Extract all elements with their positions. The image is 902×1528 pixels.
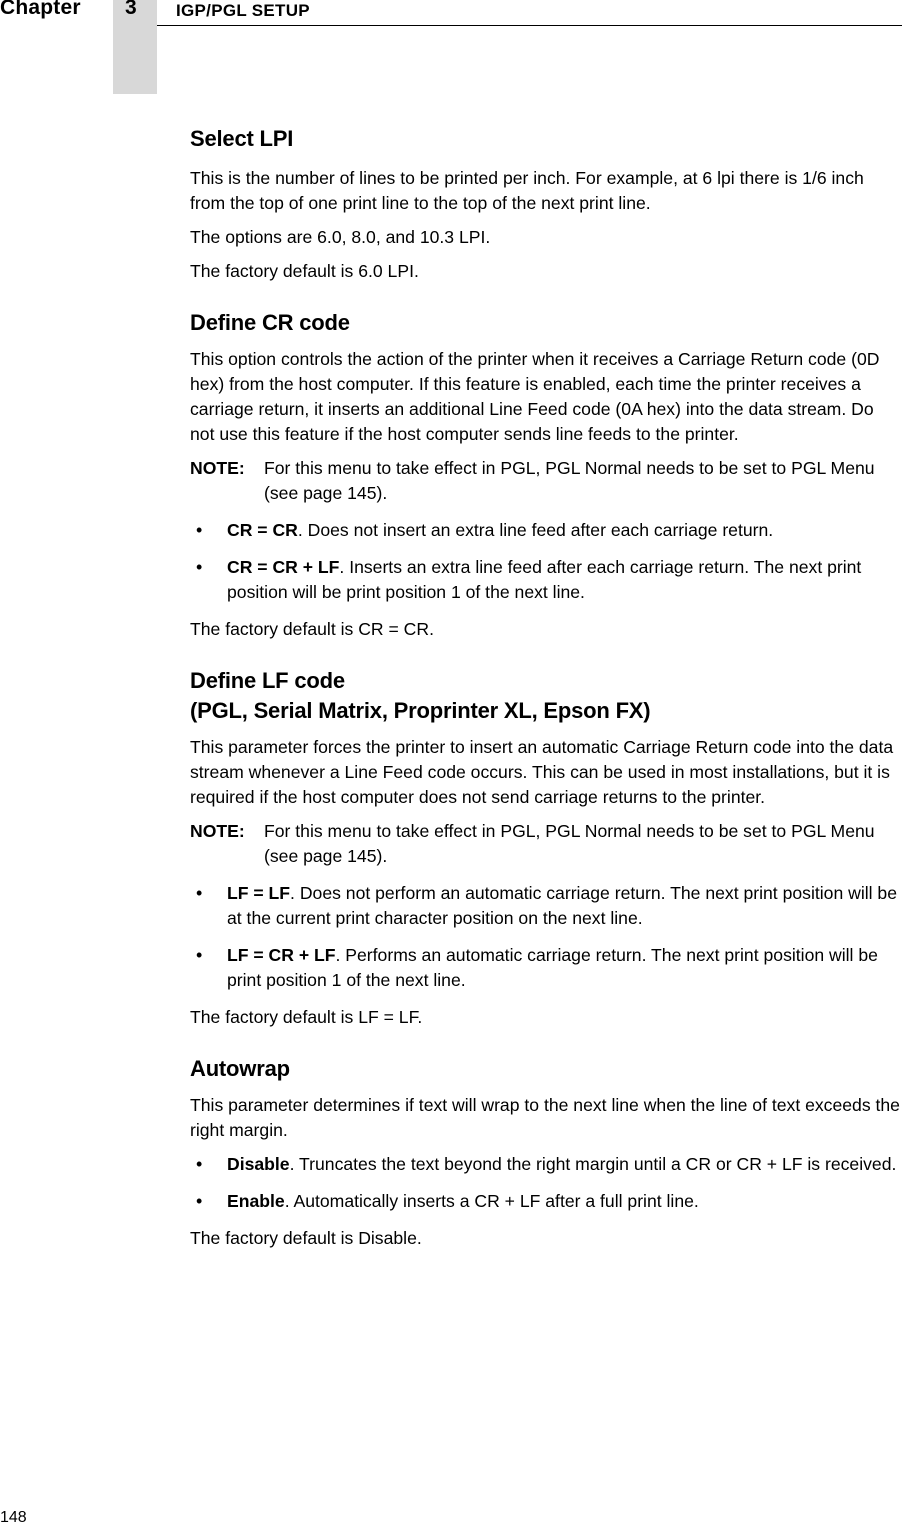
option-description: . Truncates the text beyond the right margin until a CR or CR + LF is received. xyxy=(289,1154,897,1174)
running-header-title: IGP/PGL SETUP xyxy=(176,1,310,20)
page-content xyxy=(190,124,900,1275)
option-description: . Inserts an extra line feed after each carriage return. The next print position will be print position 1 of the next line. xyxy=(227,557,862,602)
option-term: Disable xyxy=(227,1154,290,1174)
option-term: LF = LF xyxy=(227,883,291,903)
page-number: 148 xyxy=(0,1509,27,1526)
option-term: CR = CR + LF xyxy=(227,557,340,577)
factory-default: The factory default is Disable. xyxy=(190,1228,422,1248)
note-text: For this menu to take effect in PGL, PGL Normal needs to be set to PGL Menu (see page 145). xyxy=(264,821,875,866)
section-heading-line2: (PGL, Serial Matrix, Proprinter XL, Epson FX) xyxy=(190,698,651,723)
list-item xyxy=(190,518,900,543)
paragraph: The factory default is 6.0 LPI. xyxy=(190,261,419,281)
chapter-number: 3 xyxy=(125,0,137,19)
bullet: • xyxy=(196,1191,203,1211)
option-term: Enable xyxy=(227,1191,285,1211)
factory-default: The factory default is LF = LF. xyxy=(190,1007,423,1027)
section-define-lf-code xyxy=(190,666,900,1030)
note xyxy=(190,456,900,506)
option-description: . Does not insert an extra line feed after each carriage return. xyxy=(297,520,774,540)
note-label: NOTE: xyxy=(190,821,245,841)
bullet: • xyxy=(196,520,203,540)
note xyxy=(190,819,900,869)
section-autowrap xyxy=(190,1054,900,1251)
note-text: For this menu to take effect in PGL, PGL Normal needs to be set to PGL Menu (see page 145). xyxy=(264,458,875,503)
option-description: . Automatically inserts a CR + LF after a full print line. xyxy=(284,1191,699,1211)
bullet: • xyxy=(196,945,203,965)
section-heading: Select LPI xyxy=(190,126,294,151)
paragraph: This is the number of lines to be printed per inch. For example, at 6 lpi there is 1/6 inch from the top of one print line to the top of the next print line. xyxy=(190,168,864,213)
list-item xyxy=(190,1152,900,1177)
option-term: LF = CR + LF xyxy=(227,945,336,965)
section-heading-line1: Define LF code xyxy=(190,668,345,693)
list-item xyxy=(190,943,900,993)
note-label: NOTE: xyxy=(190,458,245,478)
option-list xyxy=(190,881,900,993)
bullet: • xyxy=(196,557,203,577)
bullet: • xyxy=(196,883,203,903)
section-define-cr-code xyxy=(190,308,900,642)
factory-default: The factory default is CR = CR. xyxy=(190,619,434,639)
section-heading xyxy=(190,666,900,726)
section-select-lpi xyxy=(190,124,900,284)
bullet: • xyxy=(196,1154,203,1174)
list-item xyxy=(190,555,900,605)
chapter-label: Chapter xyxy=(0,0,81,19)
section-heading: Autowrap xyxy=(190,1056,290,1081)
option-list xyxy=(190,518,900,605)
option-list xyxy=(190,1152,900,1214)
paragraph: The options are 6.0, 8.0, and 10.3 LPI. xyxy=(190,227,491,247)
paragraph: This parameter forces the printer to insert an automatic Carriage Return code into the data stream whenever a Line Feed code occurs. This can be used in most installations, but it is required if the host computer does not send carriage returns to the printer. xyxy=(190,737,894,807)
header-rule xyxy=(157,25,902,26)
option-description: . Performs an automatic carriage return. The next print position will be print position 1 of the next line. xyxy=(227,945,878,990)
option-term: CR = CR xyxy=(227,520,298,540)
paragraph: This parameter determines if text will wrap to the next line when the line of text exceeds the right margin. xyxy=(190,1095,900,1140)
section-heading: Define CR code xyxy=(190,310,350,335)
list-item xyxy=(190,1189,900,1214)
paragraph: This option controls the action of the printer when it receives a Carriage Return code (0D hex) from the host computer. If this feature is enabled, each time the printer receives a carriage return, it inserts an additional Line Feed code (0A hex) into the data stream. Do not use this feature if the host computer sends line feeds to the printer. xyxy=(190,349,880,444)
option-description: . Does not perform an automatic carriage return. The next print position will be at the current print character position on the next line. xyxy=(227,883,898,928)
list-item xyxy=(190,881,900,931)
